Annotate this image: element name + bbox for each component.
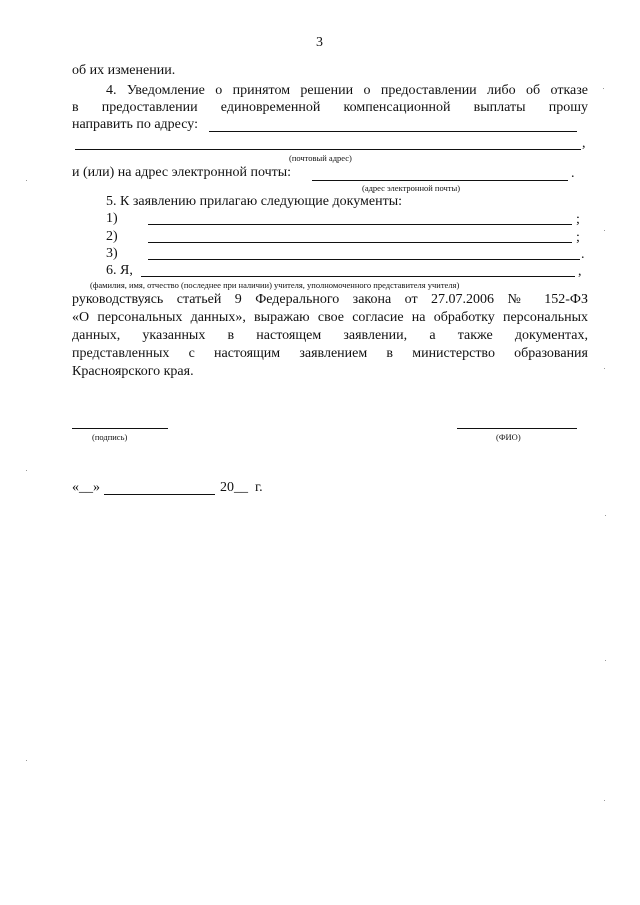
document-2-number: 2) — [106, 229, 118, 244]
scan-speck — [604, 230, 605, 231]
email-caption: (адрес электронной почты) — [362, 183, 461, 193]
email-period: . — [571, 166, 575, 181]
item-4-line-1: 4. Уведомление о принятом решении о предоставлении либо об отказе — [106, 83, 588, 98]
fio-comma: , — [578, 264, 582, 279]
signature-field-line[interactable] — [72, 428, 168, 429]
document-2-field-line[interactable] — [148, 242, 572, 243]
consent-line-5: Красноярского края. — [72, 364, 194, 379]
text-line-1: об их изменении. — [72, 63, 176, 78]
postal-address-comma: , — [582, 136, 586, 151]
signature-caption: (подпись) — [92, 432, 128, 442]
consent-line-4: представленных с настоящим заявлением в министерство образования — [72, 346, 588, 361]
fio-field-line[interactable] — [141, 276, 575, 277]
document-1-number: 1) — [106, 211, 118, 226]
document-1-field-line[interactable] — [148, 224, 572, 225]
scan-speck — [605, 660, 606, 661]
scan-speck — [26, 760, 27, 761]
item-4-line-2: в предоставлении единовременной компенсационной выплаты прошу — [72, 100, 588, 115]
page-number: 3 — [316, 35, 323, 50]
name-field-line[interactable] — [457, 428, 577, 429]
document-3-number: 3) — [106, 246, 118, 261]
consent-line-1: руководствуясь статьей 9 Федерального закона от 27.07.2006 № 152-ФЗ — [72, 292, 588, 307]
item-5-heading: 5. К заявлению прилагаю следующие документы: — [106, 194, 403, 209]
postal-address-caption: (почтовый адрес) — [289, 153, 352, 163]
consent-line-3: данных, указанных в настоящем заявлении, а также документах, — [72, 328, 588, 343]
postal-address-field-line[interactable] — [75, 149, 581, 150]
document-3-end: . — [581, 247, 585, 262]
consent-line-2: «О персональных данных», выражаю свое согласие на обработку персональных — [72, 310, 588, 325]
date-month-field-line[interactable] — [104, 494, 215, 495]
document-1-end: ; — [576, 212, 580, 227]
fio-caption: (фамилия, имя, отчество (последнее при наличии) учителя, уполномоченного представителя учителя) — [90, 280, 460, 290]
scan-speck — [26, 470, 27, 471]
email-field-line[interactable] — [312, 180, 568, 181]
item-6-label: 6. Я, — [106, 263, 133, 278]
document-2-end: ; — [576, 230, 580, 245]
scan-speck — [603, 88, 604, 89]
date-day: «__» — [72, 480, 100, 495]
document-3-field-line[interactable] — [148, 259, 580, 260]
item-4-line-3: направить по адресу: — [72, 117, 198, 132]
scan-speck — [604, 368, 605, 369]
date-year: 20__ — [220, 480, 248, 495]
scan-speck — [604, 800, 605, 801]
scan-speck — [605, 515, 606, 516]
address-field-line[interactable] — [209, 131, 577, 132]
email-label: и (или) на адрес электронной почты: — [72, 165, 292, 180]
name-caption: (ФИО) — [496, 432, 521, 442]
scan-speck — [26, 180, 27, 181]
date-year-suffix: г. — [255, 480, 263, 495]
